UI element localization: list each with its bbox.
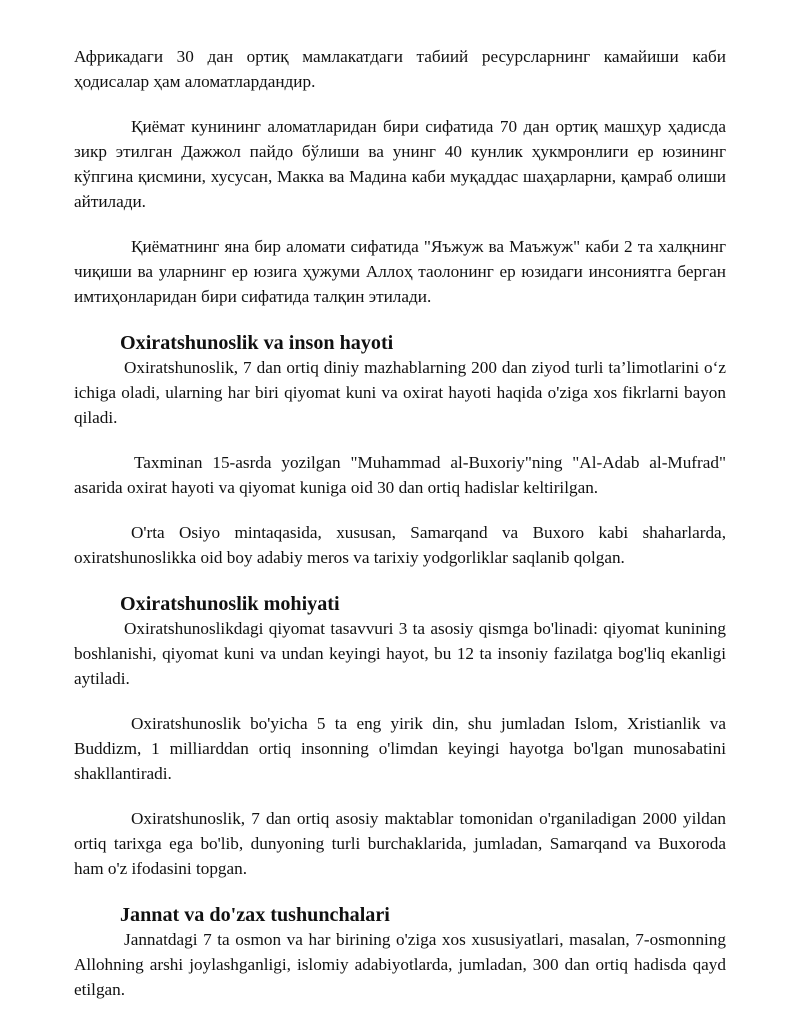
intro-paragraph-2: Қиёмат кунининг аломатларидан бири сифатида 70 дан ортиқ машҳур ҳадисда зикр этилган Дажжол пайдо бўлиши ва унинг 40 кунлик ҳукмронлиги ер юзининг кўпгина қисмини, хусусан, Макка ва Мадина каби муқаддас шаҳарларни, қамраб олиши айтилади.: [74, 117, 726, 211]
section-heading-jannat-va-dozax-tushunchalari: Jannat va do'zax tushunchalari: [120, 904, 390, 926]
section-heading-oxiratshunoslik-mohiyati: Oxiratshunoslik mohiyati: [120, 593, 340, 615]
section1-paragraph-1: Oxiratshunoslik, 7 dan ortiq diniy mazhablarning 200 dan ziyod turli ta’limotlarini o‘z ichiga oladi, ularning har biri qiyomat kuni va oxirat hayoti haqida o'ziga xos fikrlarni bayon qiladi.: [74, 358, 726, 427]
section2-paragraph-2: Oxiratshunoslik bo'yicha 5 ta eng yirik din, shu jumladan Islom, Xristianlik va Buddizm, 1 milliarddan ortiq insonning o'limdan keyingi hayotga bo'lgan munosabatini shakllantiradi.: [74, 714, 726, 783]
section-heading-oxiratshunoslik-va-inson-hayoti: Oxiratshunoslik va inson hayoti: [120, 332, 394, 354]
section2-paragraph-3: Oxiratshunoslik, 7 dan ortiq asosiy maktablar tomonidan o'rganiladigan 2000 yildan ortiq tarixga ega bo'lib, dunyoning turli burchaklarida, jumladan, Samarqand va Buxoroda ham o'z ifodasini topgan.: [74, 809, 726, 878]
section1-paragraph-3: O'rta Osiyo mintaqasida, xususan, Samarqand va Buxoro kabi shaharlarda, oxiratshunoslikka oid boy adabiy meros va tarixiy yodgorliklar saqlanib qolgan.: [74, 523, 726, 567]
section2-paragraph-1: Oxiratshunoslikdagi qiyomat tasavvuri 3 ta asosiy qismga bo'linadi: qiyomat kunining boshlanishi, qiyomat kuni va undan keyingi hayot, bu 12 ta insoniy fazilatga bog'liq ekanligi aytiladi.: [74, 619, 726, 688]
intro-paragraph-1: Африкадаги 30 дан ортиқ мамлакатдаги табиий ресурсларнинг камайиши каби ҳодисалар ҳам аломатлардандир.: [74, 47, 726, 91]
document-page: [74, 44, 726, 1002]
intro-paragraph-3: Қиёматнинг яна бир аломати сифатида "Яъжуж ва Маъжуж" каби 2 та халқнинг чиқиши ва уларнинг ер юзига ҳужуми Аллоҳ таолонинг ер юзидаги инсониятга берган имтиҳонларидан бири сифатида талқин этилади.: [74, 237, 726, 306]
section1-paragraph-2: Taxminan 15-asrda yozilgan "Muhammad al-Buxoriy"ning "Al-Adab al-Mufrad" asarida oxirat hayoti va qiyomat kuniga oid 30 dan ortiq hadislar keltirilgan.: [74, 453, 726, 497]
section3-paragraph-1: Jannatdagi 7 ta osmon va har birining o'ziga xos xususiyatlari, masalan, 7-osmonning Allohning arshi joylashganligi, islomiy adabiyotlarda, jumladan, 300 dan ortiq hadisda qayd etilgan.: [74, 930, 726, 999]
